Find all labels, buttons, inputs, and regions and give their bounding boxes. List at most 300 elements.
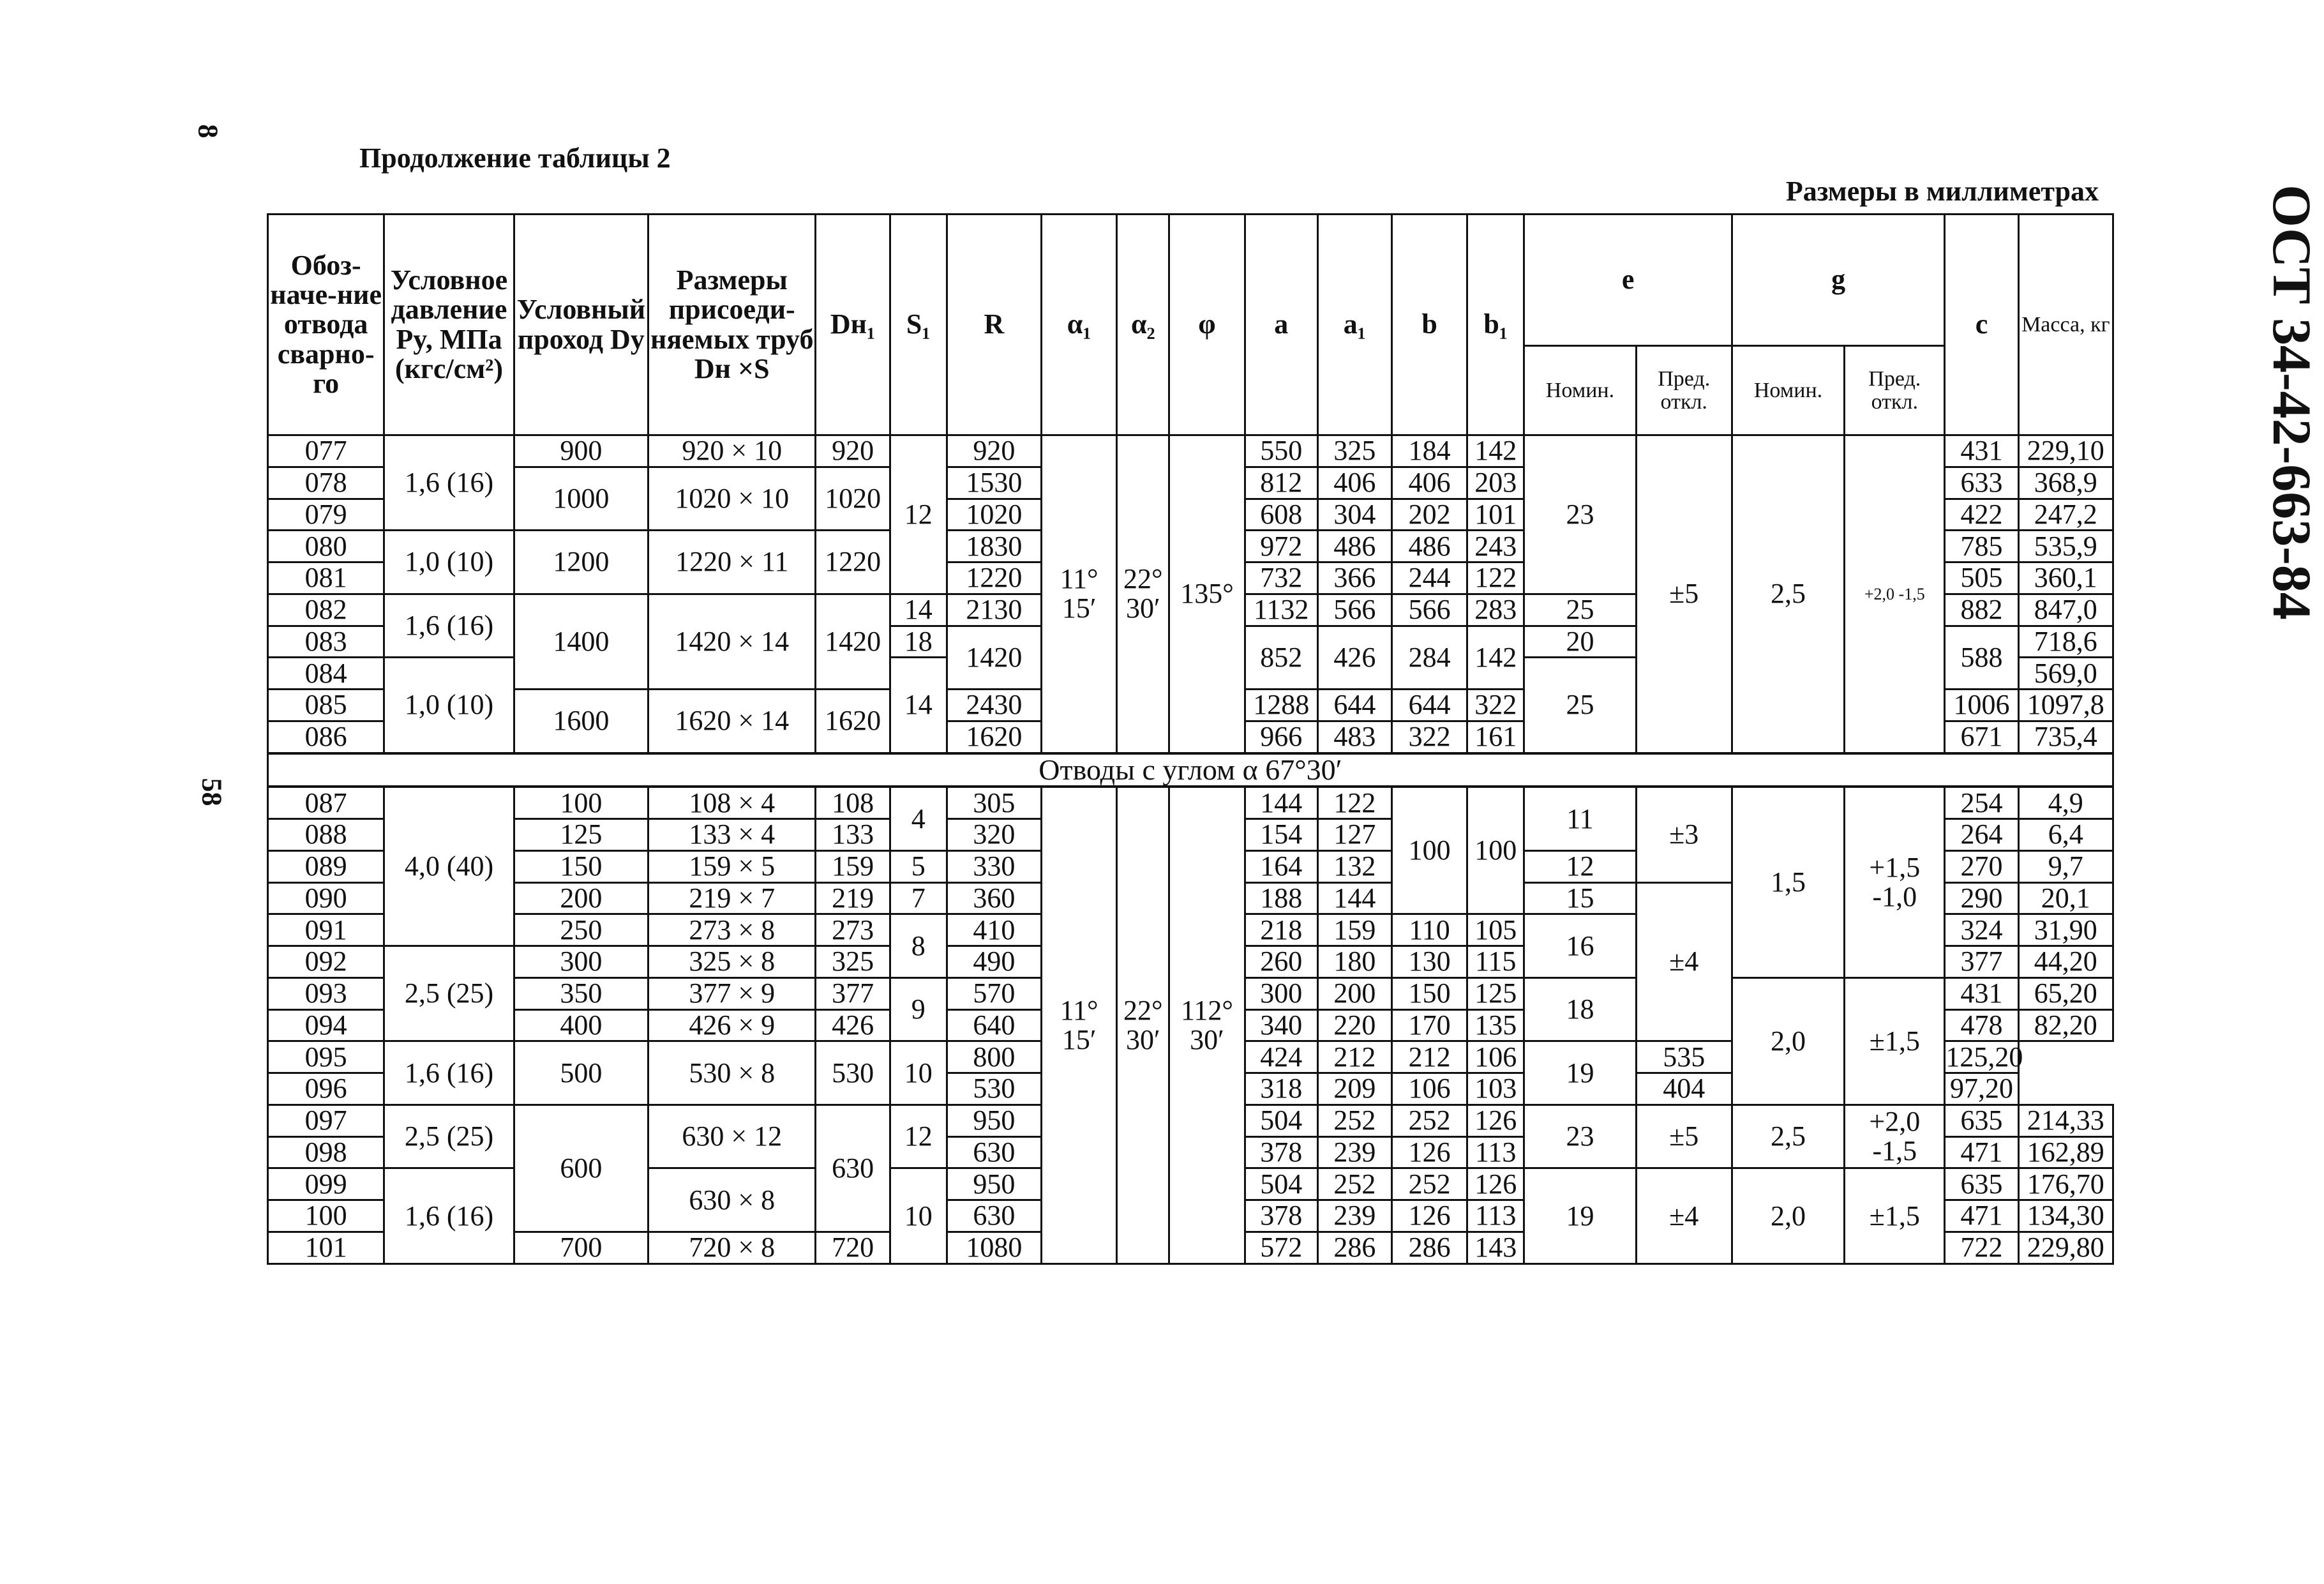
table-cell: 426 × 9 xyxy=(648,1009,816,1041)
table-cell: 239 xyxy=(1317,1200,1391,1232)
header-g-deviation: Пред. откл. xyxy=(1845,346,1945,435)
table-cell: 920 xyxy=(816,435,890,467)
table-cell: ±4 xyxy=(1636,882,1732,1041)
table-cell: 97,20 xyxy=(1945,1073,2018,1105)
table-cell: 900 xyxy=(514,435,648,467)
table-cell: 126 xyxy=(1467,1105,1524,1136)
table-cell: 115 xyxy=(1467,946,1524,978)
table-cell: 377 xyxy=(816,977,890,1009)
table-cell: 368,9 xyxy=(2018,467,2113,499)
table-cell: 671 xyxy=(1945,721,2018,753)
table-cell: 252 xyxy=(1317,1105,1391,1136)
table-cell: 406 xyxy=(1317,467,1391,499)
table-cell: 486 xyxy=(1317,531,1391,562)
table-cell: 732 xyxy=(1245,562,1317,594)
header-phi: φ xyxy=(1169,215,1245,435)
table-cell: 530 × 8 xyxy=(648,1041,816,1105)
table-cell: 1220 xyxy=(947,562,1041,594)
table-cell: 212 xyxy=(1317,1041,1391,1073)
table-cell: 097 xyxy=(268,1105,384,1136)
page-number-side: 58 xyxy=(196,778,228,806)
table-cell: 378 xyxy=(1245,1136,1317,1168)
table-cell: 132 xyxy=(1317,850,1391,882)
table-cell: 150 xyxy=(1391,977,1467,1009)
header-designation: Обоз-наче-ние отвода сварно-го xyxy=(268,215,384,435)
header-c: c xyxy=(1945,215,2018,435)
table-cell: 10 xyxy=(890,1168,947,1264)
table-cell: 2,0 xyxy=(1732,977,1844,1105)
table-cell: 250 xyxy=(514,914,648,946)
table-cell: 14 xyxy=(890,658,947,753)
table-cell: 422 xyxy=(1945,499,2018,531)
table-cell: 159 xyxy=(816,850,890,882)
table-cell: 098 xyxy=(268,1136,384,1168)
header-pipe-size: Размеры присоеди-няемых труб Dн ×S xyxy=(648,215,816,435)
table-cell: 1,6 (16) xyxy=(384,1041,514,1105)
table-cell: 085 xyxy=(268,690,384,721)
table-cell: 406 xyxy=(1391,467,1467,499)
table-cell: 950 xyxy=(947,1168,1041,1200)
table-cell: 366 xyxy=(1317,562,1391,594)
table-cell: 718,6 xyxy=(2018,626,2113,658)
table-cell: 19 xyxy=(1524,1041,1636,1105)
table-cell: 078 xyxy=(268,467,384,499)
table-cell: 170 xyxy=(1391,1009,1467,1041)
table-cell: 122 xyxy=(1317,787,1391,818)
table-cell: 304 xyxy=(1317,499,1391,531)
table-cell: 1097,8 xyxy=(2018,690,2113,721)
table-cell: 12 xyxy=(1524,850,1636,882)
table-cell: 1620 xyxy=(816,690,890,753)
table-cell: 12 xyxy=(890,435,947,594)
table-cell: 500 xyxy=(514,1041,648,1105)
table-cell: 972 xyxy=(1245,531,1317,562)
table-cell: 630 × 8 xyxy=(648,1168,816,1232)
table-cell: 22° 30′ xyxy=(1117,435,1169,753)
table-cell: 1200 xyxy=(514,531,648,594)
header-r: R xyxy=(947,215,1041,435)
table-cell: 284 xyxy=(1391,626,1467,690)
table-cell: 176,70 xyxy=(2018,1168,2113,1200)
header-dn1: Dн₁ xyxy=(816,215,890,435)
table-cell: 200 xyxy=(1317,977,1391,1009)
table-cell: 720 xyxy=(816,1232,890,1263)
table-cell: 1020 × 10 xyxy=(648,467,816,531)
table-cell: 14 xyxy=(890,594,947,626)
table-cell: 247,2 xyxy=(2018,499,2113,531)
table-cell: 133 xyxy=(816,819,890,851)
table-cell: 2430 xyxy=(947,690,1041,721)
table-row xyxy=(268,787,2113,818)
table-cell: 1420 × 14 xyxy=(648,594,816,689)
table-cell: 735,4 xyxy=(2018,721,2113,753)
table-cell: 1600 xyxy=(514,690,648,753)
table-cell: 377 × 9 xyxy=(648,977,816,1009)
header-s1: S₁ xyxy=(890,215,947,435)
table-cell: ±1,5 xyxy=(1845,977,1945,1105)
table-cell: 920 xyxy=(947,435,1041,467)
table-cell: 2,5 (25) xyxy=(384,946,514,1041)
table-cell: 100 xyxy=(1467,787,1524,914)
table-cell: 530 xyxy=(947,1073,1041,1105)
table-cell: 142 xyxy=(1467,626,1524,690)
table-cell: 184 xyxy=(1391,435,1467,467)
table-cell: 229,80 xyxy=(2018,1232,2113,1263)
table-cell: 218 xyxy=(1245,914,1317,946)
table-cell: 633 xyxy=(1945,467,2018,499)
table-cell: 1,6 (16) xyxy=(384,594,514,658)
table-cell: 852 xyxy=(1245,626,1317,690)
table-continuation-title: Продолжение таблицы 2 xyxy=(359,142,671,174)
table-body xyxy=(268,435,2113,1264)
table-cell: 630 × 12 xyxy=(648,1105,816,1168)
table-cell: 2,5 xyxy=(1732,435,1844,753)
table-cell: 2,5 (25) xyxy=(384,1105,514,1168)
table-cell: 1000 xyxy=(514,467,648,531)
table-cell: 882 xyxy=(1945,594,2018,626)
table-cell: 8 xyxy=(890,914,947,978)
table-cell: 82,20 xyxy=(2018,1009,2113,1041)
table-cell: 161 xyxy=(1467,721,1524,753)
table-cell: 640 xyxy=(947,1009,1041,1041)
table-cell: 800 xyxy=(947,1041,1041,1073)
table-cell: 286 xyxy=(1391,1232,1467,1263)
table-cell: 122 xyxy=(1467,562,1524,594)
table-cell: 12 xyxy=(890,1105,947,1168)
table-cell: 431 xyxy=(1945,435,2018,467)
table-cell: 099 xyxy=(268,1168,384,1200)
table-cell: 300 xyxy=(514,946,648,978)
table-cell: 1020 xyxy=(947,499,1041,531)
table-cell: 088 xyxy=(268,819,384,851)
table-cell: +1,5 -1,0 xyxy=(1845,787,1945,977)
table-cell: 360,1 xyxy=(2018,562,2113,594)
table-cell: 200 xyxy=(514,882,648,914)
table-cell: ±1,5 xyxy=(1845,1168,1945,1264)
table-cell: 505 xyxy=(1945,562,2018,594)
table-cell: 320 xyxy=(947,819,1041,851)
table-cell: 588 xyxy=(1945,626,2018,690)
table-cell: 252 xyxy=(1317,1168,1391,1200)
table-cell: 608 xyxy=(1245,499,1317,531)
table-cell: 325 xyxy=(816,946,890,978)
table-cell: 4,0 (40) xyxy=(384,787,514,946)
table-cell: 077 xyxy=(268,435,384,467)
table-cell: 203 xyxy=(1467,467,1524,499)
table-header xyxy=(268,215,2113,435)
table-cell: 162,89 xyxy=(2018,1136,2113,1168)
table-cell: 081 xyxy=(268,562,384,594)
table-cell: 920 × 10 xyxy=(648,435,816,467)
table-cell: 410 xyxy=(947,914,1041,946)
table-cell: 144 xyxy=(1245,787,1317,818)
table-cell: 094 xyxy=(268,1009,384,1041)
table-cell: 243 xyxy=(1467,531,1524,562)
table-cell: 229,10 xyxy=(2018,435,2113,467)
table-cell: 1420 xyxy=(816,594,890,689)
header-b: b xyxy=(1391,215,1467,435)
table-cell: 2130 xyxy=(947,594,1041,626)
table-cell: 350 xyxy=(514,977,648,1009)
table-cell: 093 xyxy=(268,977,384,1009)
table-cell: 090 xyxy=(268,882,384,914)
table-cell: 125 xyxy=(514,819,648,851)
table-cell: 18 xyxy=(890,626,947,658)
header-g: g xyxy=(1732,215,1945,346)
table-cell: 530 xyxy=(816,1041,890,1105)
table-cell: 65,20 xyxy=(2018,977,2113,1009)
header-e-deviation: Пред. откл. xyxy=(1636,346,1732,435)
table-cell: 1,0 (10) xyxy=(384,658,514,753)
table-cell: 360 xyxy=(947,882,1041,914)
table-cell: 486 xyxy=(1391,531,1467,562)
table-cell: +2,0 -1,5 xyxy=(1845,435,1945,753)
table-cell: 570 xyxy=(947,977,1041,1009)
table-cell: 096 xyxy=(268,1073,384,1105)
table-cell: 324 xyxy=(1945,914,2018,946)
table-cell: 283 xyxy=(1467,594,1524,626)
table-cell: 550 xyxy=(1245,435,1317,467)
header-e-nominal: Номин. xyxy=(1524,346,1636,435)
units-note: Размеры в миллиметрах xyxy=(1785,176,2099,207)
table-cell: 113 xyxy=(1467,1200,1524,1232)
table-cell: 150 xyxy=(514,850,648,882)
table-cell: 4,9 xyxy=(2018,787,2113,818)
table-cell: 16 xyxy=(1524,914,1636,978)
table-cell: 133 × 4 xyxy=(648,819,816,851)
table-cell: 143 xyxy=(1467,1232,1524,1263)
table-cell: 1620 × 14 xyxy=(648,690,816,753)
table-cell: 812 xyxy=(1245,467,1317,499)
table-cell: 2,5 xyxy=(1732,1105,1844,1168)
table-cell: 264 xyxy=(1945,819,2018,851)
section-title: Отводы с углом α 67°30′ xyxy=(268,753,2113,787)
table-cell: 11 xyxy=(1524,787,1636,850)
table-cell: 290 xyxy=(1945,882,2018,914)
section-row xyxy=(268,753,2113,787)
table-cell: 950 xyxy=(947,1105,1041,1136)
table-cell: 25 xyxy=(1524,594,1636,626)
table-cell: 159 × 5 xyxy=(648,850,816,882)
table-cell: 1220 xyxy=(816,531,890,594)
table-cell: 252 xyxy=(1391,1105,1467,1136)
table-cell: 7 xyxy=(890,882,947,914)
table-cell: 1,0 (10) xyxy=(384,531,514,594)
header-a1: a₁ xyxy=(1317,215,1391,435)
table-cell: 089 xyxy=(268,850,384,882)
table-cell: 535,9 xyxy=(2018,531,2113,562)
table-cell: 209 xyxy=(1317,1073,1391,1105)
table-cell: 490 xyxy=(947,946,1041,978)
table-cell: 087 xyxy=(268,787,384,818)
table-cell: 5 xyxy=(890,850,947,882)
table-cell: 635 xyxy=(1945,1168,2018,1200)
table-cell: 134,30 xyxy=(2018,1200,2113,1232)
page-number: 8 xyxy=(192,124,224,139)
table-cell: 426 xyxy=(816,1009,890,1041)
table-cell: 535 xyxy=(1636,1041,1732,1073)
table-cell: 23 xyxy=(1524,435,1636,594)
table-cell: 286 xyxy=(1317,1232,1391,1263)
table-cell: 566 xyxy=(1317,594,1391,626)
table-cell: 644 xyxy=(1317,690,1391,721)
table-cell: 23 xyxy=(1524,1105,1636,1168)
table-cell: 1,5 xyxy=(1732,787,1844,977)
table-cell: 254 xyxy=(1945,787,2018,818)
table-cell: 720 × 8 xyxy=(648,1232,816,1263)
table-cell: 086 xyxy=(268,721,384,753)
table-cell: +2,0 -1,5 xyxy=(1845,1105,1945,1168)
table-cell: 483 xyxy=(1317,721,1391,753)
table-cell: 100 xyxy=(268,1200,384,1232)
table-cell: 091 xyxy=(268,914,384,946)
table-cell: 330 xyxy=(947,850,1041,882)
table-cell: 378 xyxy=(1245,1200,1317,1232)
table-cell: 504 xyxy=(1245,1168,1317,1200)
table-cell: 260 xyxy=(1245,946,1317,978)
table-cell: ±5 xyxy=(1636,435,1732,753)
header-alpha2: α₂ xyxy=(1117,215,1169,435)
table-cell: 340 xyxy=(1245,1009,1317,1041)
table-cell: 084 xyxy=(268,658,384,690)
table-cell: 126 xyxy=(1391,1200,1467,1232)
table-cell: 135 xyxy=(1467,1009,1524,1041)
table-cell: 325 × 8 xyxy=(648,946,816,978)
header-bore: Условный проход Dy xyxy=(514,215,648,435)
table-cell: 20 xyxy=(1524,626,1636,658)
table-cell: 092 xyxy=(268,946,384,978)
table-cell: 630 xyxy=(947,1136,1041,1168)
table-cell: 325 xyxy=(1317,435,1391,467)
table-cell: 1400 xyxy=(514,594,648,689)
table-cell: 164 xyxy=(1245,850,1317,882)
table-cell: 112° 30′ xyxy=(1169,787,1245,1263)
table-cell: 1420 xyxy=(947,626,1041,690)
table-cell: 644 xyxy=(1391,690,1467,721)
table-cell: 188 xyxy=(1245,882,1317,914)
table-cell: 106 xyxy=(1467,1041,1524,1073)
table-cell: 154 xyxy=(1245,819,1317,851)
table-cell: 135° xyxy=(1169,435,1245,753)
table-cell: 202 xyxy=(1391,499,1467,531)
table-cell: 214,33 xyxy=(2018,1105,2113,1136)
table-cell: 504 xyxy=(1245,1105,1317,1136)
table-cell: 080 xyxy=(268,531,384,562)
table-cell: 101 xyxy=(1467,499,1524,531)
table-cell: 471 xyxy=(1945,1200,2018,1232)
table-cell: 722 xyxy=(1945,1232,2018,1263)
table-cell: 113 xyxy=(1467,1136,1524,1168)
table-cell: 572 xyxy=(1245,1232,1317,1263)
table-cell: 19 xyxy=(1524,1168,1636,1264)
table-cell: 1288 xyxy=(1245,690,1317,721)
table-cell: 125,20 xyxy=(1945,1041,2023,1073)
table-cell: 322 xyxy=(1467,690,1524,721)
table-cell: 600 xyxy=(514,1105,648,1232)
dimensions-table xyxy=(267,213,2114,1265)
table-cell: 219 × 7 xyxy=(648,882,816,914)
table-cell: 159 xyxy=(1317,914,1391,946)
header-alpha1: α₁ xyxy=(1042,215,1117,435)
table-cell: 110 xyxy=(1391,914,1467,946)
table-cell: 377 xyxy=(1945,946,2018,978)
table-cell: 31,90 xyxy=(2018,914,2113,946)
table-cell: 108 × 4 xyxy=(648,787,816,818)
table-cell: 100 xyxy=(1391,787,1467,914)
table-cell: 322 xyxy=(1391,721,1467,753)
table-cell: ±5 xyxy=(1636,1105,1732,1168)
table-cell: 630 xyxy=(947,1200,1041,1232)
table-cell: ±4 xyxy=(1636,1168,1732,1264)
table-cell: 9,7 xyxy=(2018,850,2113,882)
table-cell: 630 xyxy=(816,1105,890,1232)
table-cell: 15 xyxy=(1524,882,1636,914)
table-cell: 219 xyxy=(816,882,890,914)
table-cell: 125 xyxy=(1467,977,1524,1009)
table-cell: 103 xyxy=(1467,1073,1524,1105)
table-cell: 1,6 (16) xyxy=(384,435,514,531)
table-cell: 635 xyxy=(1945,1105,2018,1136)
table-cell: 239 xyxy=(1317,1136,1391,1168)
table-cell: 431 xyxy=(1945,977,2018,1009)
table-row xyxy=(268,435,2113,467)
table-cell: 108 xyxy=(816,787,890,818)
table-cell: 700 xyxy=(514,1232,648,1263)
table-cell: 100 xyxy=(514,787,648,818)
header-g-nominal: Номин. xyxy=(1732,346,1844,435)
table-cell: 095 xyxy=(268,1041,384,1073)
table-cell: 9 xyxy=(890,977,947,1041)
table-cell: 1080 xyxy=(947,1232,1041,1263)
table-cell: 569,0 xyxy=(2018,658,2113,690)
table-cell: 1220 × 11 xyxy=(648,531,816,594)
table-cell: 126 xyxy=(1467,1168,1524,1200)
table-cell: 11° 15′ xyxy=(1042,435,1117,753)
table-cell: 6,4 xyxy=(2018,819,2113,851)
table-cell: 566 xyxy=(1391,594,1467,626)
table-cell: 318 xyxy=(1245,1073,1317,1105)
table-cell: 22° 30′ xyxy=(1117,787,1169,1263)
table-cell: 244 xyxy=(1391,562,1467,594)
table-cell: 471 xyxy=(1945,1136,2018,1168)
table-cell: 2,0 xyxy=(1732,1168,1844,1264)
standard-designation: ОСТ 34-42-663-84 xyxy=(2261,185,2323,620)
table-cell: 424 xyxy=(1245,1041,1317,1073)
table-cell: 127 xyxy=(1317,819,1391,851)
table-cell: 400 xyxy=(514,1009,648,1041)
table-cell: 11° 15′ xyxy=(1042,787,1117,1263)
table-cell: 270 xyxy=(1945,850,2018,882)
table-cell: 847,0 xyxy=(2018,594,2113,626)
table-cell: 273 xyxy=(816,914,890,946)
table-cell: 1006 xyxy=(1945,690,2018,721)
header-b1: b₁ xyxy=(1467,215,1524,435)
table-cell: 083 xyxy=(268,626,384,658)
table-cell: 18 xyxy=(1524,977,1636,1041)
table-cell: 142 xyxy=(1467,435,1524,467)
table-cell: 300 xyxy=(1245,977,1317,1009)
table-cell: 1830 xyxy=(947,531,1041,562)
table-cell: 273 × 8 xyxy=(648,914,816,946)
table-cell: 1620 xyxy=(947,721,1041,753)
table-cell: 106 xyxy=(1391,1073,1467,1105)
table-cell: 305 xyxy=(947,787,1041,818)
table-cell: 144 xyxy=(1317,882,1391,914)
table-cell: 220 xyxy=(1317,1009,1391,1041)
table-cell: 212 xyxy=(1391,1041,1467,1073)
table-cell: 101 xyxy=(268,1232,384,1263)
table-cell: 785 xyxy=(1945,531,2018,562)
